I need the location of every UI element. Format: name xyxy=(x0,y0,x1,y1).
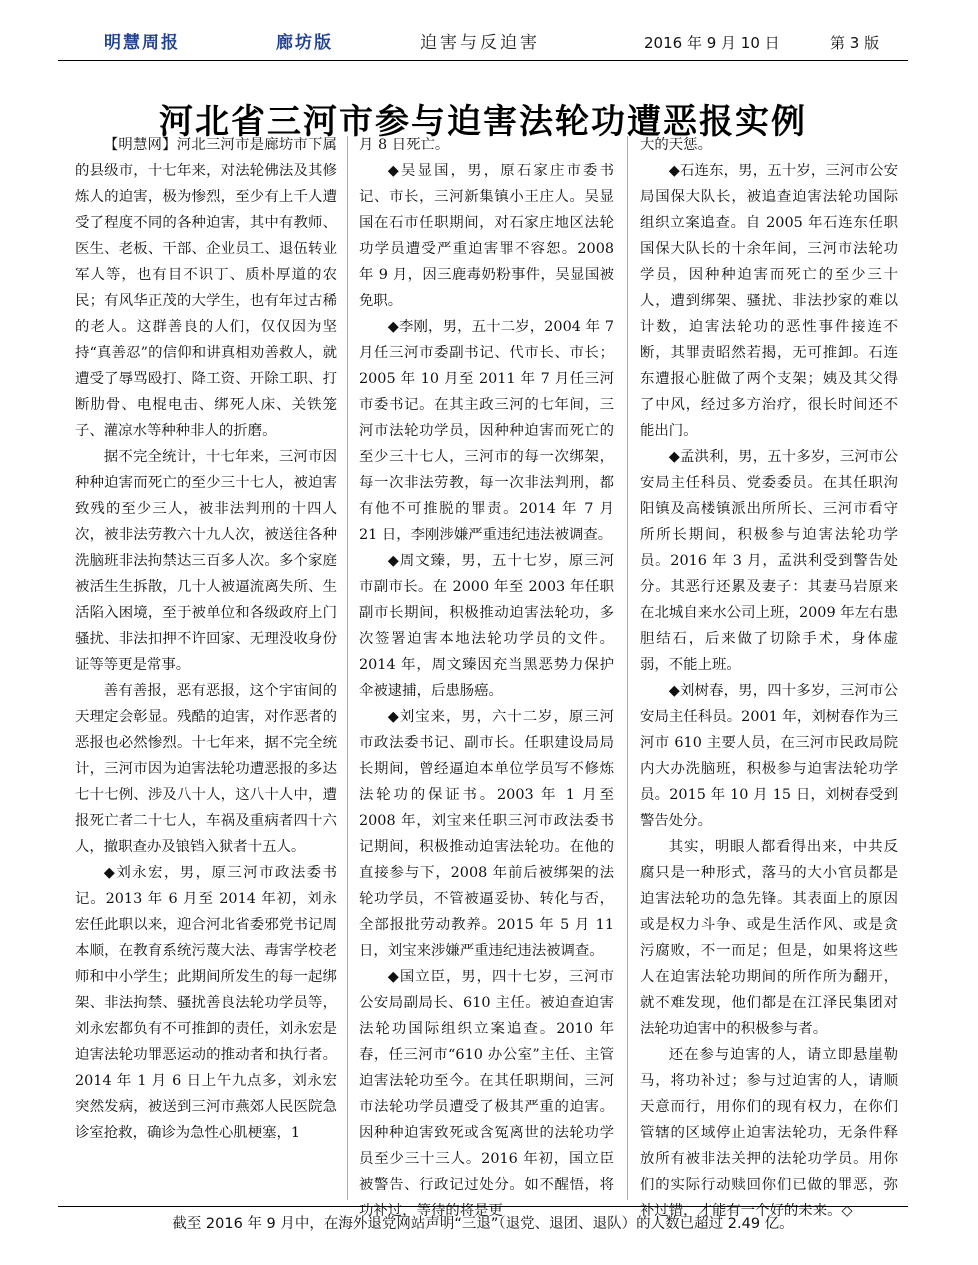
article-paragraph: ◆石连东，男，五十岁，三河市公安局国保大队长，被追查迫害法轮功国际组织立案追查。自 2005 年石连东任职国保大队长的十余年间，三河市法轮功学员，因种种迫害而死亡的至少三十人，遭到绑架、骚扰、非法抄家的难以计数，迫害法轮功的恶性事件接连不断，其罪责昭然若揭，无可推卸。石连东遭报心脏做了两个支架；姨及其父得了中风，经过多方治疗，很长时间还不能出门。 xyxy=(640,163,898,439)
article-column-2 xyxy=(359,132,614,1219)
article-paragraph: ◆国立臣，男，四十七岁，三河市公安局副局长、610 主任。被迫查迫害法轮功国际组织立案追查。2010 年春，任三河市“610 办公室”主任、主管迫害法轮功至今。在其任职期间，三河市法轮功学员遭受了极其严重的迫害。因种种迫害致死或含冤离世的法轮功学员至少三十三人。2016 年初，国立臣被警告、行政记过处分。如不醒悟，将功补过，等待的将是更 xyxy=(359,969,614,1219)
issue-date: 2016 年 9 月 10 日 xyxy=(644,34,780,52)
article-paragraph: 月 8 日死亡。 xyxy=(359,137,450,153)
article-paragraph: 【明慧网】河北三河市是廊坊市下属的县级市，十七年来，对法轮佛法及其修炼人的迫害，极为惨烈，至少有上千人遭受了程度不同的各种迫害，其中有教师、医生、老板、干部、企业员工、退伍转业军人等，也有目不识丁、质朴厚道的农民；有风华正茂的大学生，也有年过古稀的老人。这群善良的人们，仅仅因为坚持“真善忍”的信仰和讲真相劝善救人，就遭受了辱骂殴打、降工资、开除工职、打断肋骨、电棍电击、绑死人床、关铁笼子、灌凉水等种种非人的折磨。 xyxy=(75,137,337,439)
edition-name: 廊坊版 xyxy=(276,33,333,53)
article-headline: 河北省三河市参与迫害法轮功遭恶报实例 xyxy=(159,101,807,142)
page-number: 第 3 版 xyxy=(830,34,880,52)
article-paragraph: 大的天惩。 xyxy=(640,137,712,153)
column-divider xyxy=(347,136,348,1200)
article-column-1 xyxy=(75,132,337,1202)
article-paragraph: ◆刘宝来，男，六十二岁，原三河市政法委书记、副市长。任职建设局局长期间，曾经逼迫本单位学员写不修炼法轮功的保证书。2003 年 1 月至 2008 年，刘宝来任职三河市政法委书记期间，积极推动迫害法轮功。在他的直接参与下，2008 年前后被绑架的法轮功学员，不管被逼妥协、转化与否，全部报批劳动教养。2015 年 5 月 11 日，刘宝来涉嫌严重违纪违法被调查。 xyxy=(359,709,614,959)
article-paragraph: ◆孟洪利，男，五十多岁，三河市公安局主任科员、党委委员。在其任职泃阳镇及高楼镇派出所所长、三河市看守所所长期间，积极参与迫害法轮功学员。2016 年 3 月，孟洪利受到警告处分。其恶行还累及妻子：其妻马岩原来在北城自来水公司上班，2009 年左右患胆结石，后来做了切除手术，身体虚弱，不能上班。 xyxy=(640,449,898,673)
section-name: 迫害与反迫害 xyxy=(420,33,540,53)
article-paragraph: ◆刘树春，男，四十多岁，三河市公安局主任科员。2001 年，刘树春作为三河市 610 主要人员，在三河市民政局院内大办洗脑班，积极参与迫害法轮功学员。2015 年 10 月 15 日，刘树春受到警告处分。 xyxy=(640,683,898,829)
article-paragraph: ◆周文臻，男，五十七岁，原三河市副市长。在 2000 年至 2003 年任职副市长期间，积极推动迫害法轮功，多次签署迫害本地法轮功学员的文件。2014 年，周文臻因充当黑恶势力保护伞被逮捕，后患肠癌。 xyxy=(359,553,614,699)
article-paragraph: ◆吴显国，男，原石家庄市委书记、市长，三河新集镇小王庄人。吴显国在石市任职期间，对石家庄地区法轮功学员遭受严重迫害罪不容恕。2008 年 9 月，因三鹿毒奶粉事件，吴显国被免职。 xyxy=(359,163,614,309)
article-column-3 xyxy=(640,132,898,1219)
footer-rule xyxy=(58,1206,908,1207)
newspaper-name: 明慧周报 xyxy=(104,33,180,53)
article-paragraph: 据不完全统计，十七年来，三河市因种种迫害而死亡的至少三十七人，被迫害致残的至少三人，被非法判刑的十四人次，被非法劳教六十九人次，被送往各种洗脑班非法拘禁达三百多人次。多个家庭被活生生拆散，几十人被逼流离失所、生活陷入困境，至于被单位和各级政府上门骚扰、非法扣押不许回家、无理没收身份证等等更是常事。 xyxy=(75,449,337,673)
article-paragraph: ◆刘永宏，男，原三河市政法委书记。2013 年 6 月至 2014 年初，刘永宏任此职以来，迎合河北省委邪党书记周本顺，在教育系统污蔑大法、毒害学校老师和中小学生；此期间所发生的每一起绑架、非法拘禁、骚扰善良法轮功学员等，刘永宏都负有不可推卸的责任，刘永宏是迫害法轮功罪恶运动的推动者和执行者。2014 年 1 月 6 日上午九点多，刘永宏突然发病，被送到三河市燕郊人民医院急诊室抢救，确诊为急性心肌梗塞，1 xyxy=(75,865,337,1141)
column-divider xyxy=(627,136,628,1200)
footer-notice: 截至 2016 年 9 月中，在海外退党网站声明“三退”（退党、退团、退队）的人数已超过 2.49 亿。 xyxy=(172,1216,794,1232)
masthead xyxy=(58,28,908,58)
article-paragraph: 善有善报，恶有恶报，这个宇宙间的天理定会彰显。残酷的迫害，对作恶者的恶报也必然惨烈。十七年来，据不完全统计，三河市因为迫害法轮功遭恶报的多达七十七例、涉及八十人，这八十人中，遭报死亡者二十七人，车祸及重病者四十六人，撤职查办及锒铛入狱者十五人。 xyxy=(75,683,337,855)
article-paragraph: ◆李刚，男，五十二岁，2004 年 7 月任三河市委副书记、代市长、市长；2005 年 10 月至 2011 年 7 月任三河市委书记。在其主政三河的七年间，三河市法轮功学员，因种种迫害而死亡的至少三十七人，三河市的每一次绑架，每一次非法劳教，每一次非法判刑，都有他不可推脱的罪责。2014 年 7 月 21 日，李刚涉嫌严重违纪违法被调查。 xyxy=(359,319,614,543)
masthead-rule xyxy=(58,60,908,61)
article-paragraph: 还在参与迫害的人，请立即悬崖勒马，将功补过；参与过迫害的人，请顺天意而行，用你们的现有权力，在你们管辖的区域停止迫害法轮功，无条件释放所有被非法关押的法轮功学员。用你们的实际行动赎回你们已做的罪恶，弥补过错，才能有一个好的未来。◇ xyxy=(640,1047,898,1219)
article-paragraph: 其实，明眼人都看得出来，中共反腐只是一种形式，落马的大小官员都是迫害法轮功的急先锋。其表面上的原因或是权力斗争、或是生活作风、或是贪污腐败，不一而足；但是，如果将这些人在迫害法轮功期间的所作所为翻开，就不难发现，他们都是在江泽民集团对法轮功迫害中的积极参与者。 xyxy=(640,839,898,1037)
